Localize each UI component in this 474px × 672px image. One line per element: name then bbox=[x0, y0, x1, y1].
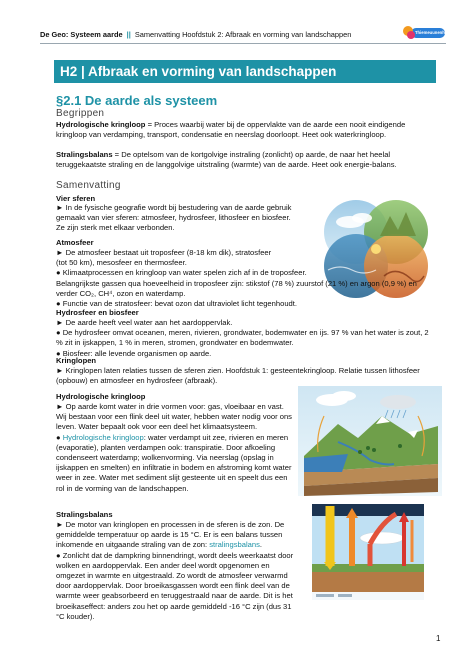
term-label: Hydrologische kringloop bbox=[56, 120, 146, 129]
stralingsbalans-heading: Stralingsbalans bbox=[56, 510, 113, 519]
stralingsbalans-text bbox=[56, 520, 296, 622]
hydrosfeer-text bbox=[56, 318, 430, 359]
hydrosfeer-heading: Hydrosfeer en biosfeer bbox=[56, 308, 139, 317]
header-book-title: De Geo: Systeem aarde bbox=[40, 30, 123, 39]
radiation-balance-image bbox=[312, 504, 424, 600]
term-definition: = Proces waarbij water bij de oppervlakte van de aarde een nooit eindigende kringloop van verdamping, transport, condensatie en neerslag doorloopt. Heet ook waterkringloop. bbox=[56, 120, 406, 140]
term-definition: = De optelsom van de kortgolvige instraling (zonlicht) op aarde, de naar het heelal teruggekaatste straling en de langgolvige uitstraling (warmte) van de aarde. Heet ook energie-balans. bbox=[56, 150, 397, 170]
hk-line-1: ► Op aarde komt water in drie vormen voor: gas, vloeibaar en vast. Wij bestaan voor een flink deel uit water, hebben water nodig voor ons leven. Water bepaalt ook voor een deel het klimaatsysteem. bbox=[56, 402, 292, 432]
str-line-1: ► De motor van kringlopen en processen in de sferen is de zon. De gemiddelde temperatuur op aarde is 15 °C. Er is een balans tussen inkomende en uitgaande straling van de zon: stralingsbalans. bbox=[56, 520, 285, 550]
hk-term-link: Hydrologische kringloop bbox=[62, 432, 144, 442]
begrippen-heading: Begrippen bbox=[56, 108, 105, 119]
water-cycle-image bbox=[298, 386, 442, 496]
atmosfeer-heading: Atmosfeer bbox=[56, 238, 94, 247]
str-term-link: stralingsbalans bbox=[209, 540, 260, 550]
definition-hydrologische-kringloop bbox=[56, 120, 430, 140]
hk-line-2: ● Hydrologische kringloop: water verdampt uit zee, rivieren en meren (evaporatie), planten verdampen ook: transpiratie. Door afkoeling condenseert waterdamp; wolkenvorming. Via neerslag (opslag in ijskappen en smelten) en infiltratie in bodem en afstroming komt water weer in zee. Water met sediment slijt gesteente uit en speelt dus een rol in de vorming van de landschappen. bbox=[56, 432, 292, 493]
hydrologische-kringloop-heading: Hydrologische kringloop bbox=[56, 392, 146, 401]
page-number: 1 bbox=[436, 634, 441, 643]
header-chapter-title: Samenvatting Hoofdstuk 2: Afbraak en vorming van landschappen bbox=[134, 30, 352, 39]
term-label: Stralingsbalans bbox=[56, 150, 113, 159]
header-separator: || bbox=[126, 30, 131, 39]
atmosfeer-line-1: ► De atmosfeer bestaat uit troposfeer (8-18 km dik), stratosfeer (tot 50 km), mesosfeer en thermosfeer. bbox=[56, 248, 272, 268]
str-line-2: ● Zonlicht dat de dampkring binnendringt, wordt deels weerkaatst door wolken en aardoppervlak. Een ander deel wordt opgenomen en omgezet in warmte en uitgestraald. Zo wordt de atmosfeer verwarmd door aardoppervlak. Door broeikasgassen wordt een flink deel van de warmte weer geabsorbeerd en teruggestraald naar de aarde. Dit is het broeikaseffect: anders zou het op aarde gemiddeld -16 °C zijn (dus 31 °C kouder). bbox=[56, 550, 294, 621]
kringlopen-text: ► Kringlopen laten relaties tussen de sferen zien. Hoofdstuk 1: gesteentekringloop. Relatie tussen lithosfeer (opbouw) en atmosfeer en hydrosfeer (afbraak). bbox=[56, 366, 420, 386]
vier-sferen-heading: Vier sferen bbox=[56, 194, 96, 203]
hydrologische-kringloop-text bbox=[56, 402, 296, 494]
definition-stralingsbalans bbox=[56, 150, 430, 170]
chapter-title: H2 | Afbraak en vorming van landschappen bbox=[54, 60, 436, 83]
atmosfeer-text bbox=[56, 248, 417, 309]
kringlopen-heading: Kringlopen bbox=[56, 356, 97, 365]
hydrosfeer-line-1: ► De aarde heeft veel water aan het aardoppervlak. bbox=[56, 318, 233, 327]
atmosfeer-line-4: ● Functie van de stratosfeer: bevat ozon dat ultraviolet licht tegenhoudt. bbox=[56, 299, 297, 309]
header-divider bbox=[40, 43, 446, 44]
publisher-logo: Thiemeuunenhoff bbox=[403, 26, 447, 40]
hydrosfeer-line-2: ● De hydrosfeer omvat oceanen, meren, rivieren, grondwater, bodemwater en ijs. 97 % van het water is zout, 2 % zit in ijskappen, 1 % in meren, stromen, grondwater en bodemwater. bbox=[56, 328, 429, 348]
atmosfeer-line-2: ● Klimaatprocessen en kringloop van water spelen zich af in de troposfeer. bbox=[56, 268, 307, 278]
samenvatting-heading: Samenvatting bbox=[56, 180, 121, 191]
hydrosfeer-line-3: ● Biosfeer: alle levende organismen op aarde. bbox=[56, 348, 212, 358]
section-heading: §2.1 De aarde als systeem bbox=[56, 93, 218, 108]
vier-sferen-text: ► In de fysische geografie wordt bij bestudering van de aarde gebruik gemaakt van vier sferen: atmosfeer, hydrosfeer, lithosfeer en biosfeer. Ze zijn sterk met elkaar verbonden. bbox=[56, 203, 292, 233]
atmosfeer-line-3: Belangrijkste gassen qua hoeveelheid in troposfeer zijn: stikstof (78 %) zuurstof (21 %) en argon (0,9 %) en verder CO₂, CH⁴, ozon en waterdamp. bbox=[56, 278, 417, 298]
running-header bbox=[40, 30, 440, 39]
